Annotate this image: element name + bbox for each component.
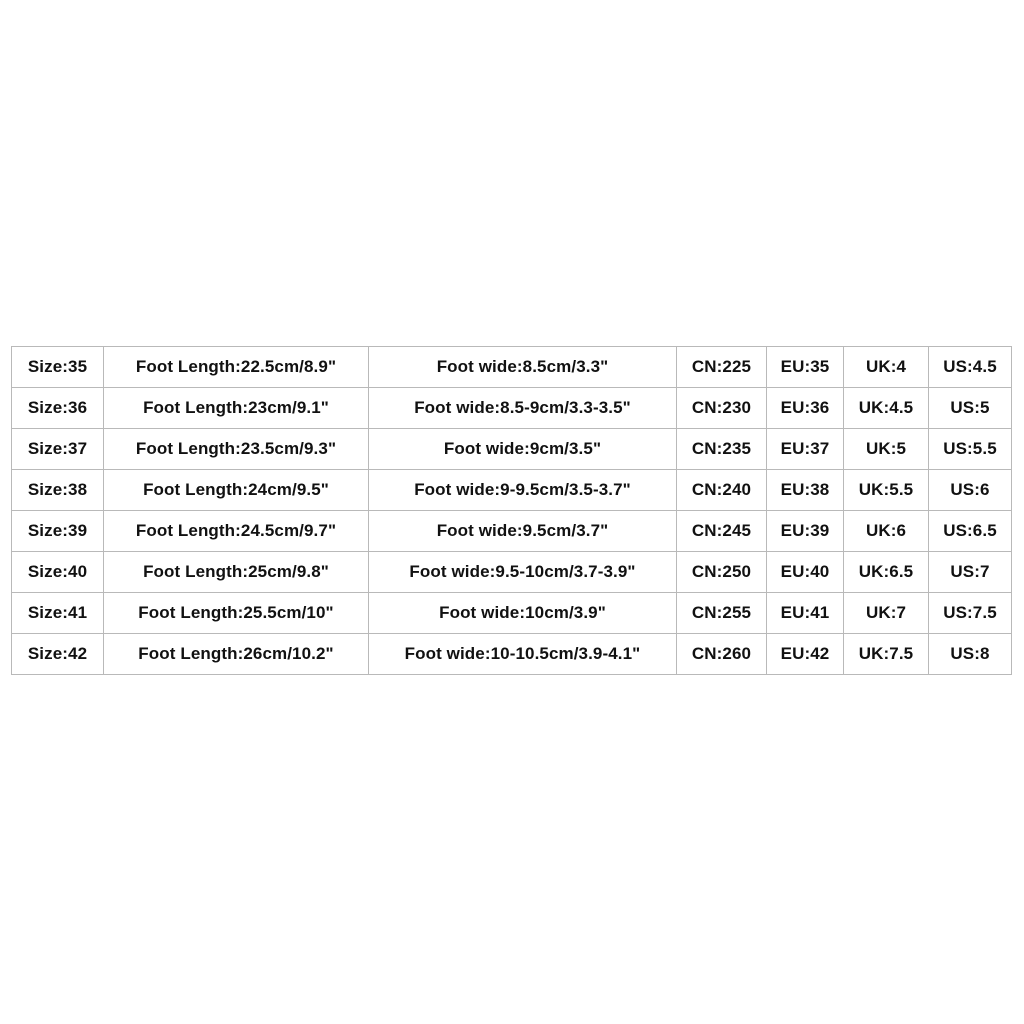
cn-size-cell: CN:230 (677, 388, 767, 429)
size-cell: Size:40 (12, 552, 104, 593)
us-size-cell: US:5.5 (929, 429, 1012, 470)
eu-size-cell: EU:39 (767, 511, 844, 552)
foot-length-cell: Foot Length:23cm/9.1" (104, 388, 369, 429)
table-row (12, 634, 1012, 675)
size-cell: Size:39 (12, 511, 104, 552)
table-row (12, 429, 1012, 470)
size-cell: Size:35 (12, 347, 104, 388)
us-size-cell: US:7.5 (929, 593, 1012, 634)
eu-size-cell: EU:41 (767, 593, 844, 634)
foot-wide-cell: Foot wide:9cm/3.5" (369, 429, 677, 470)
foot-length-cell: Foot Length:25cm/9.8" (104, 552, 369, 593)
size-cell: Size:37 (12, 429, 104, 470)
eu-size-cell: EU:36 (767, 388, 844, 429)
uk-size-cell: UK:6.5 (844, 552, 929, 593)
uk-size-cell: UK:5.5 (844, 470, 929, 511)
size-cell: Size:36 (12, 388, 104, 429)
cn-size-cell: CN:225 (677, 347, 767, 388)
foot-length-cell: Foot Length:24cm/9.5" (104, 470, 369, 511)
us-size-cell: US:8 (929, 634, 1012, 675)
table-row (12, 388, 1012, 429)
size-cell: Size:42 (12, 634, 104, 675)
table-row (12, 593, 1012, 634)
us-size-cell: US:5 (929, 388, 1012, 429)
table-row (12, 347, 1012, 388)
size-cell: Size:41 (12, 593, 104, 634)
table-row (12, 470, 1012, 511)
uk-size-cell: UK:4 (844, 347, 929, 388)
foot-wide-cell: Foot wide:8.5cm/3.3" (369, 347, 677, 388)
foot-wide-cell: Foot wide:10cm/3.9" (369, 593, 677, 634)
foot-wide-cell: Foot wide:10-10.5cm/3.9-4.1" (369, 634, 677, 675)
eu-size-cell: EU:35 (767, 347, 844, 388)
table-row (12, 511, 1012, 552)
us-size-cell: US:7 (929, 552, 1012, 593)
us-size-cell: US:4.5 (929, 347, 1012, 388)
us-size-cell: US:6.5 (929, 511, 1012, 552)
eu-size-cell: EU:38 (767, 470, 844, 511)
eu-size-cell: EU:42 (767, 634, 844, 675)
foot-length-cell: Foot Length:22.5cm/8.9" (104, 347, 369, 388)
cn-size-cell: CN:245 (677, 511, 767, 552)
table-row (12, 552, 1012, 593)
uk-size-cell: UK:7 (844, 593, 929, 634)
cn-size-cell: CN:235 (677, 429, 767, 470)
foot-length-cell: Foot Length:24.5cm/9.7" (104, 511, 369, 552)
foot-wide-cell: Foot wide:9-9.5cm/3.5-3.7" (369, 470, 677, 511)
cn-size-cell: CN:250 (677, 552, 767, 593)
foot-wide-cell: Foot wide:9.5cm/3.7" (369, 511, 677, 552)
foot-length-cell: Foot Length:26cm/10.2" (104, 634, 369, 675)
eu-size-cell: EU:40 (767, 552, 844, 593)
uk-size-cell: UK:4.5 (844, 388, 929, 429)
cn-size-cell: CN:260 (677, 634, 767, 675)
foot-length-cell: Foot Length:25.5cm/10" (104, 593, 369, 634)
uk-size-cell: UK:5 (844, 429, 929, 470)
cn-size-cell: CN:240 (677, 470, 767, 511)
uk-size-cell: UK:6 (844, 511, 929, 552)
size-cell: Size:38 (12, 470, 104, 511)
us-size-cell: US:6 (929, 470, 1012, 511)
foot-wide-cell: Foot wide:8.5-9cm/3.3-3.5" (369, 388, 677, 429)
eu-size-cell: EU:37 (767, 429, 844, 470)
size-chart-table (11, 346, 1012, 675)
uk-size-cell: UK:7.5 (844, 634, 929, 675)
foot-length-cell: Foot Length:23.5cm/9.3" (104, 429, 369, 470)
cn-size-cell: CN:255 (677, 593, 767, 634)
foot-wide-cell: Foot wide:9.5-10cm/3.7-3.9" (369, 552, 677, 593)
